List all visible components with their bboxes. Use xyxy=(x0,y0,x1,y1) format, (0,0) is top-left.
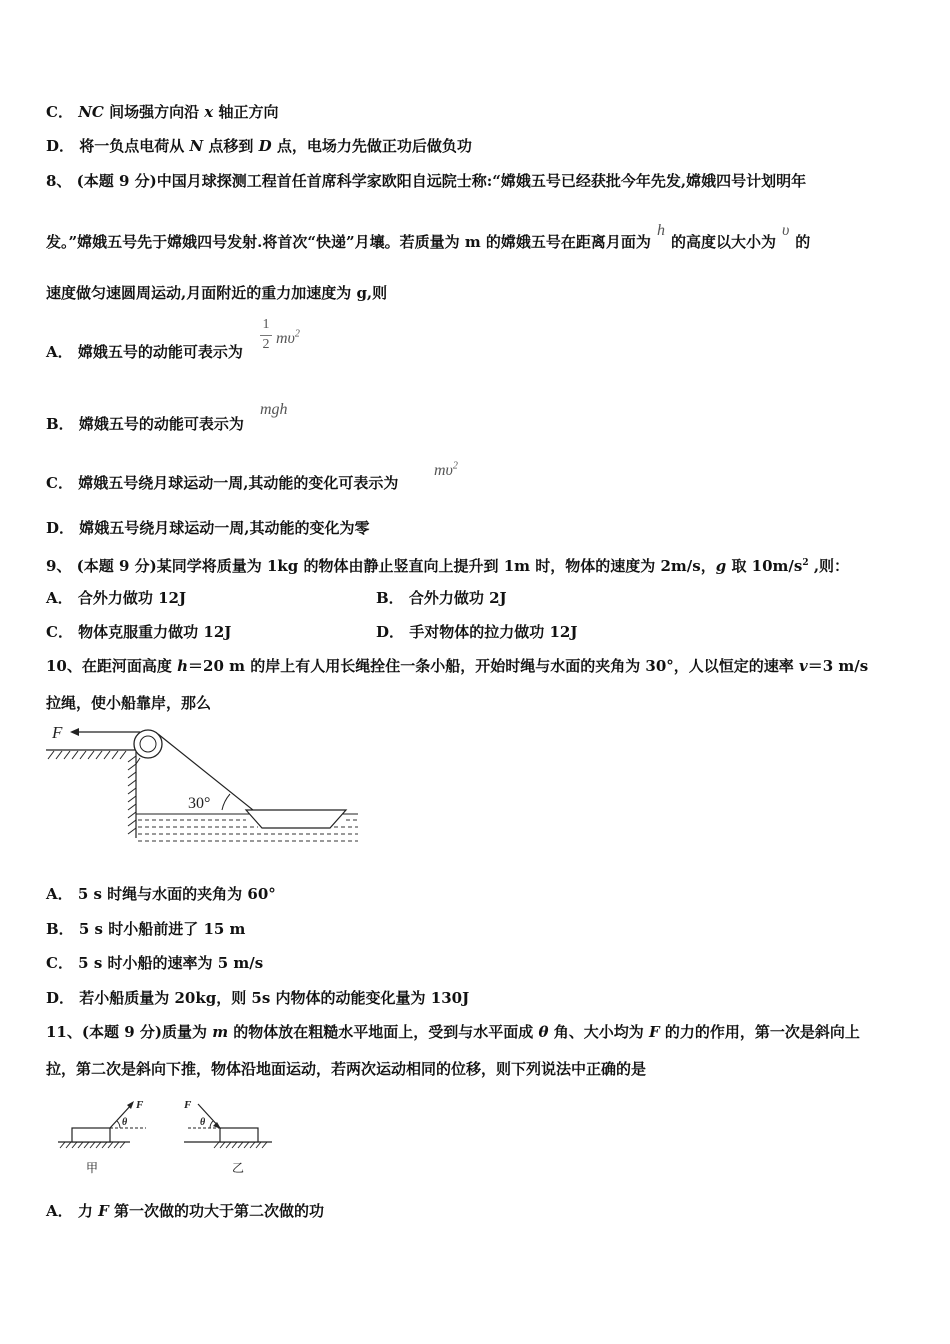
q7-option-c: C． NC 间场强方向沿 x 轴正方向 xyxy=(46,103,279,121)
q8-stem-line2: 发。”嫦娥五号先于嫦娥四号发射.将首次“快递”月壤。若质量为 m 的嫦娥五号在距离月面为h的高度以大小为υ的 xyxy=(46,222,811,251)
q8-stem-line1: 8、 (本题 9 分)中国月球探测工程首任首席科学家欧阳自远院士称:“嫦娥五号已经获批今年先发,嫦娥四号计划明年 xyxy=(46,172,807,190)
q8-option-b: B． 嫦娥五号的动能可表示为 xyxy=(46,415,244,433)
q8-v-symbol: υ xyxy=(781,222,790,239)
q10-option-d: D． 若小船质量为 20kg，则 5s 内物体的动能变化量为 130J xyxy=(46,989,470,1007)
block-icon xyxy=(220,1128,258,1142)
q10-stem-line2: 拉绳，使小船靠岸，那么 xyxy=(46,694,212,712)
q8-option-b-expr: mgh xyxy=(260,401,288,418)
q11-stem-line1: 11、(本题 9 分)质量为 m 的物体放在粗糙水平地面上，受到与水平面成 θ 角、大小均为 F 的力的作用，第一次是斜向上 xyxy=(46,1023,860,1041)
q9-option-b: B． 合外力做功 2J xyxy=(376,589,507,607)
figure-yi xyxy=(183,1099,272,1175)
q9-option-a: A． 合外力做功 12J xyxy=(46,589,187,607)
q11-option-a: A． 力 F 第一次做的功大于第二次做的功 xyxy=(46,1202,324,1220)
q8-option-c-expr: $m\upsilon^2$ xyxy=(434,460,458,479)
jia-force-label: F xyxy=(136,1099,144,1111)
q8-h-symbol: h xyxy=(656,222,665,239)
q10-option-b: B． 5 s 时小船前进了 15 m xyxy=(46,920,246,938)
q10-force-label: F xyxy=(52,723,63,742)
q8-option-a-fraction: $\frac{1}{2}$ xyxy=(260,318,272,352)
q8-option-c: C． 嫦娥五号绕月球运动一周,其动能的变化可表示为 xyxy=(46,474,399,492)
jia-theta-label: θ xyxy=(122,1117,128,1128)
q9-stem: 9、 (本题 9 分)某同学将质量为 1kg 的物体由静止竖直向上提升到 1m 时，物体的速度为 2m/s，g 取 $10m/s^2$ ,则： xyxy=(46,557,850,575)
q9-option-d: D． 手对物体的拉力做功 12J xyxy=(376,623,578,641)
angle-arc xyxy=(222,794,230,810)
boat-icon xyxy=(246,810,346,828)
q7-option-d: D． 将一负点电荷从 N 点移到 D 点，电场力先做正功后做负功 xyxy=(46,137,472,155)
q8-option-a: A． 嫦娥五号的动能可表示为 xyxy=(46,343,243,361)
q10-option-c: C． 5 s 时小船的速率为 5 m/s xyxy=(46,954,264,972)
jia-caption: 甲 xyxy=(86,1161,99,1175)
figure-jia xyxy=(58,1099,146,1175)
q8-option-d: D． 嫦娥五号绕月球运动一周,其动能的变化为零 xyxy=(46,519,370,537)
wall-hatching xyxy=(128,756,136,834)
yi-force-label: F xyxy=(184,1099,192,1111)
q10-option-a: A． 5 s 时绳与水面的夹角为 60° xyxy=(46,885,276,903)
q10-angle-label: 30° xyxy=(188,795,211,812)
force-up-arrow xyxy=(110,1104,132,1128)
q8-option-a-expr: $m\upsilon^2$ xyxy=(276,328,300,347)
pulley-icon xyxy=(134,730,162,758)
q9-option-c: C． 物体克服重力做功 12J xyxy=(46,623,232,641)
arrow-head-icon xyxy=(70,728,79,736)
q11-force-figures xyxy=(54,1094,284,1179)
block-icon xyxy=(72,1128,110,1142)
q10-stem-line1: 10、在距河面高度 h＝20 m 的岸上有人用长绳拴住一条小船，开始时绳与水面的夹角为 30°，人以恒定的速率 v＝3 m/s xyxy=(46,657,869,675)
yi-caption: 乙 xyxy=(232,1161,245,1175)
ground-hatching xyxy=(48,751,126,759)
yi-theta-label: θ xyxy=(200,1117,206,1128)
q10-boat-figure xyxy=(40,718,370,848)
q11-stem-line2: 拉，第二次是斜向下推，物体沿地面运动，若两次运动相同的位移，则下列说法中正确的是 xyxy=(46,1060,647,1078)
q8-stem-line3: 速度做匀速圆周运动,月面附近的重力加速度为 g,则 xyxy=(46,284,388,302)
